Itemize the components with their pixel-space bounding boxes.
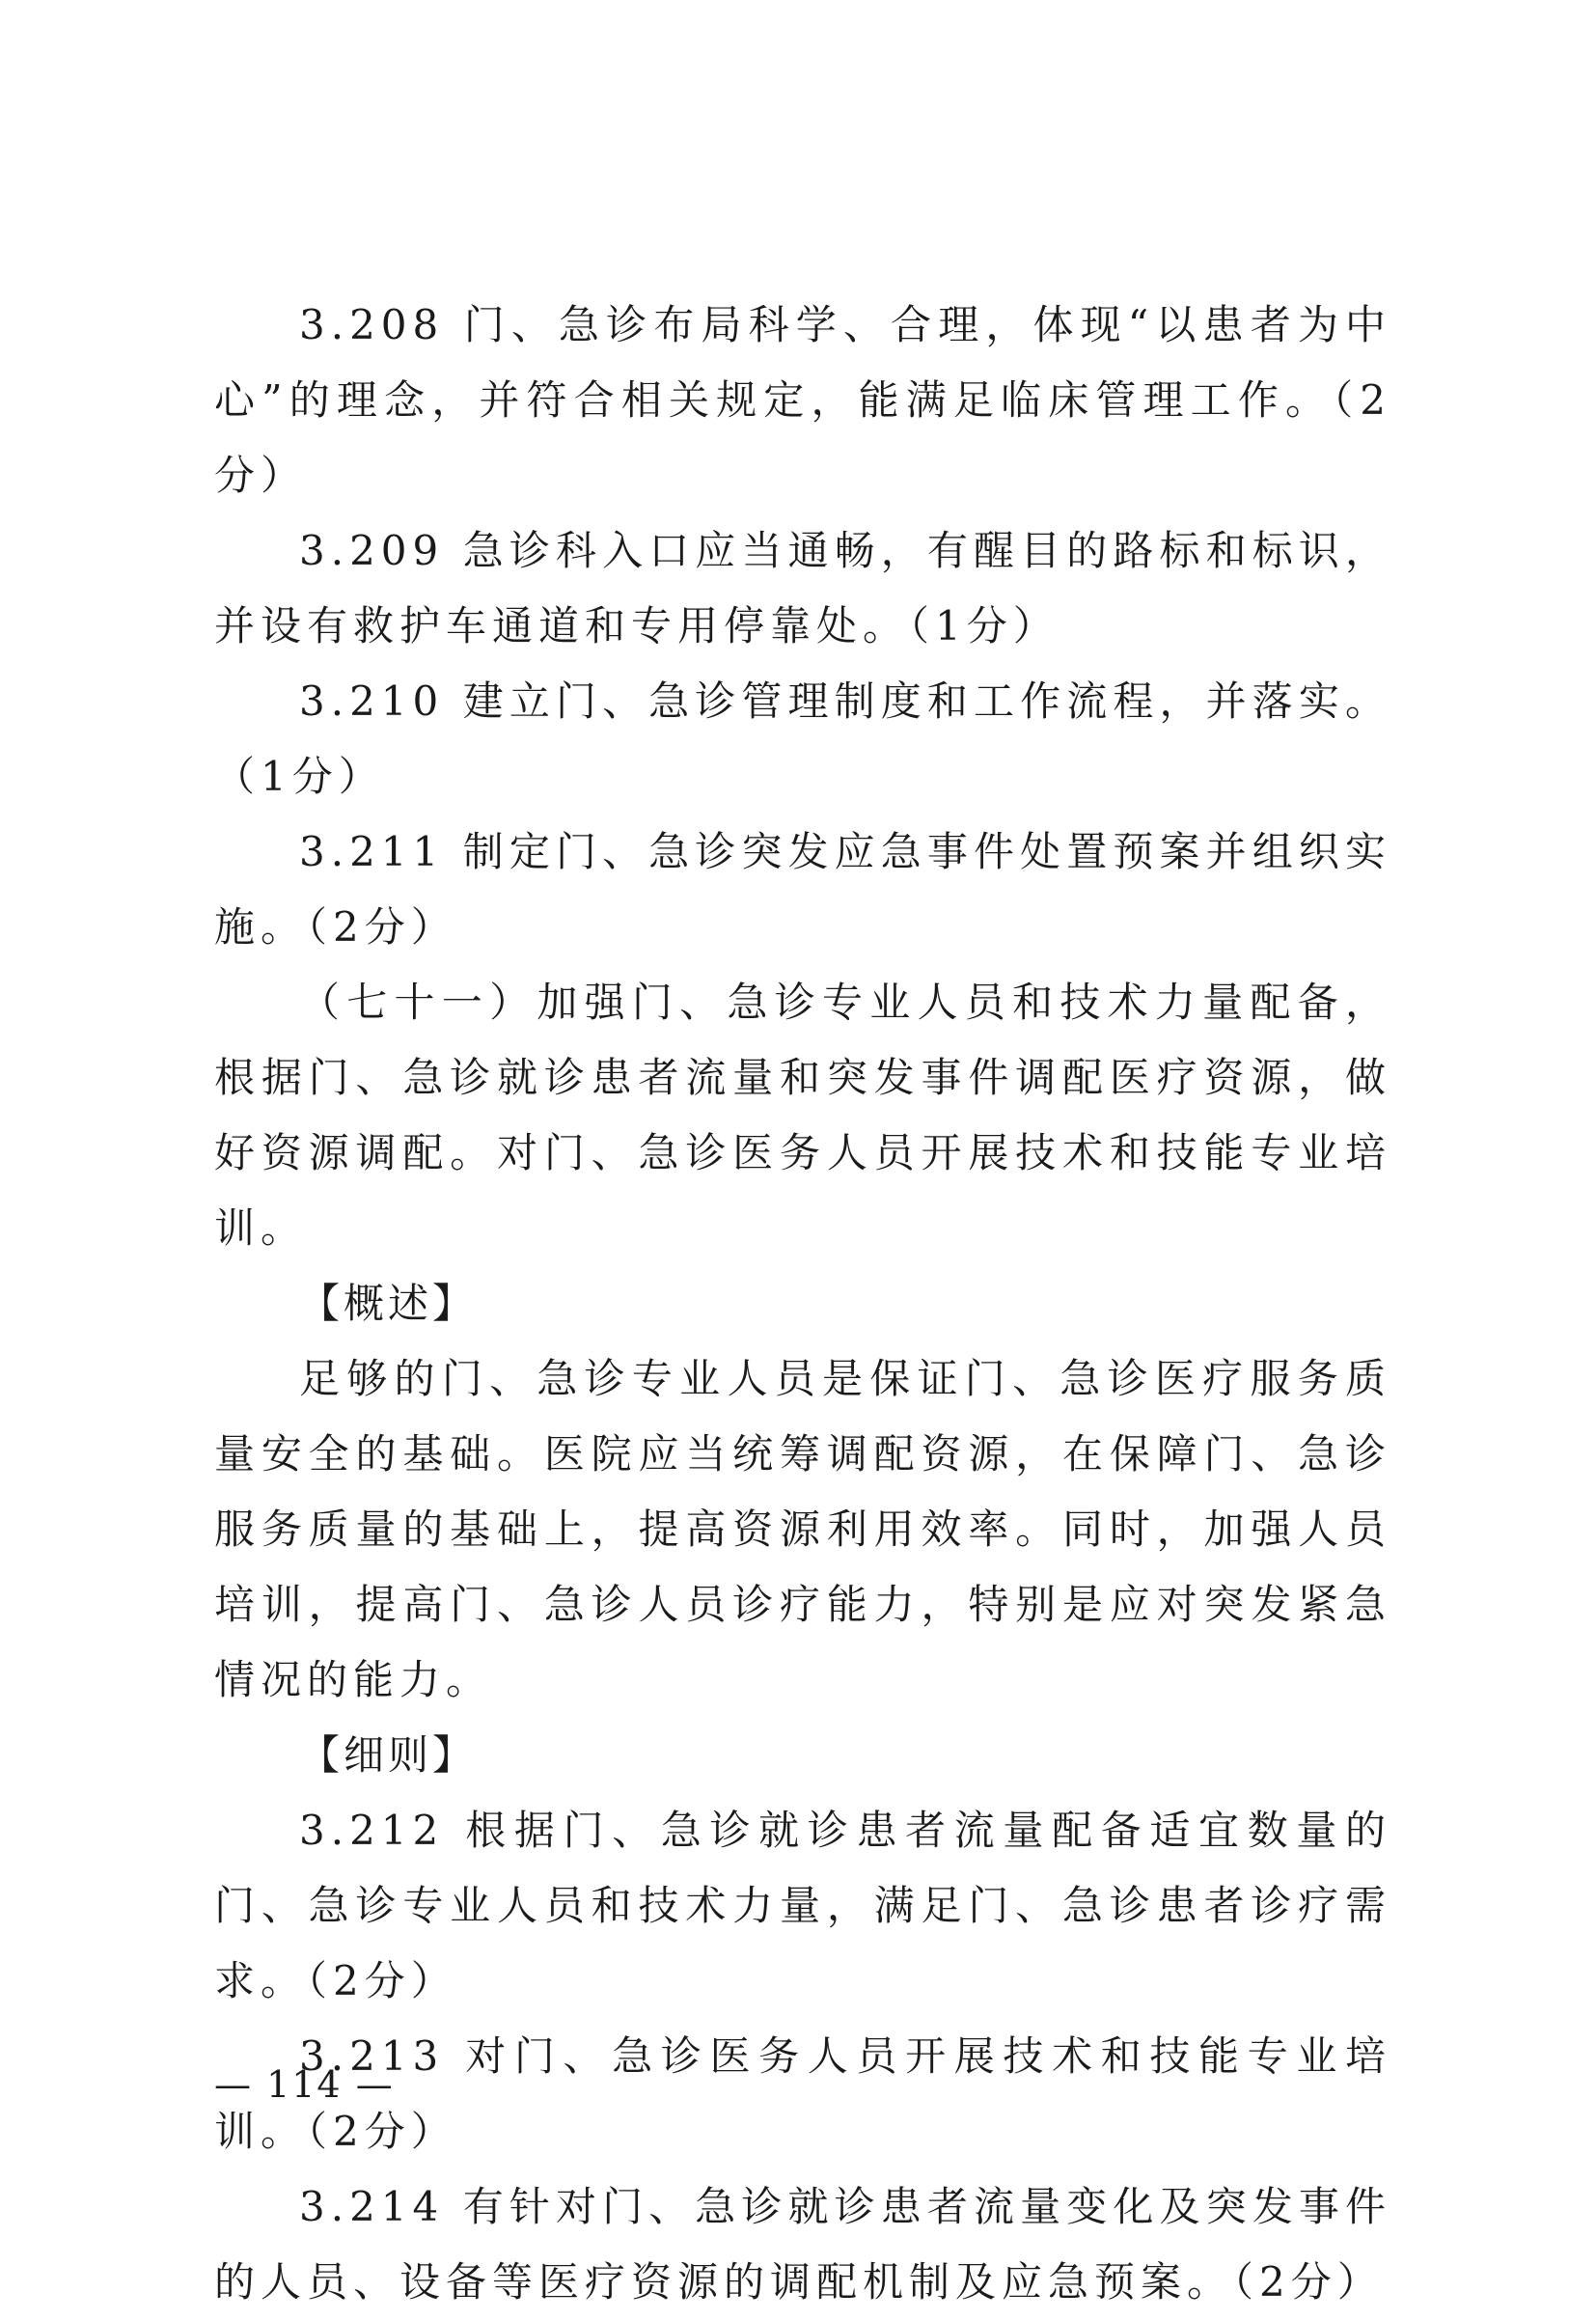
item-3-208: 3.208 门、急诊布局科学、合理，体现“以患者为中心”的理念，并符合相关规定，能满足临床管理工作。（2分） (214, 301, 1391, 499)
page-number: — 114 — (214, 2063, 395, 2106)
item-3-212: 3.212 根据门、急诊就诊患者流量配备适宜数量的门、急诊专业人员和技术力量，满足门、急诊患者诊疗需求。（2分） (214, 1807, 1391, 2004)
details-heading: 【细则】 (299, 1731, 478, 1779)
item-3-214: 3.214 有针对门、急诊就诊患者流量变化及突发事件的人员、设备等医疗资源的调配机制及应急预案。（2分） (214, 2183, 1391, 2306)
item-3-213: 3.213 对门、急诊医务人员开展技术和技能专业培训。（2分） (214, 2032, 1391, 2155)
item-3-209: 3.209 急诊科入口应当通畅，有醒目的路标和标识，并设有救护车通道和专用停靠处。（1分） (214, 527, 1391, 649)
document-body (214, 288, 1391, 2320)
overview-text: 足够的门、急诊专业人员是保证门、急诊医疗服务质量安全的基础。医院应当统筹调配资源，在保障门、急诊服务质量的基础上，提高资源利用效率。同时，加强人员培训，提高门、急诊人员诊疗能力，特别是应对突发紧急情况的能力。 (214, 1355, 1391, 1703)
item-3-211: 3.211 制定门、急诊突发应急事件处置预案并组织实施。（2分） (214, 828, 1391, 951)
section-71-statement: （七十一）加强门、急诊专业人员和技术力量配备，根据门、急诊就诊患者流量和突发事件调配医疗资源，做好资源调配。对门、急诊医务人员开展技术和技能专业培训。 (214, 979, 1391, 1252)
item-3-210: 3.210 建立门、急诊管理制度和工作流程，并落实。（1分） (214, 677, 1391, 800)
overview-heading: 【概述】 (299, 1280, 478, 1327)
